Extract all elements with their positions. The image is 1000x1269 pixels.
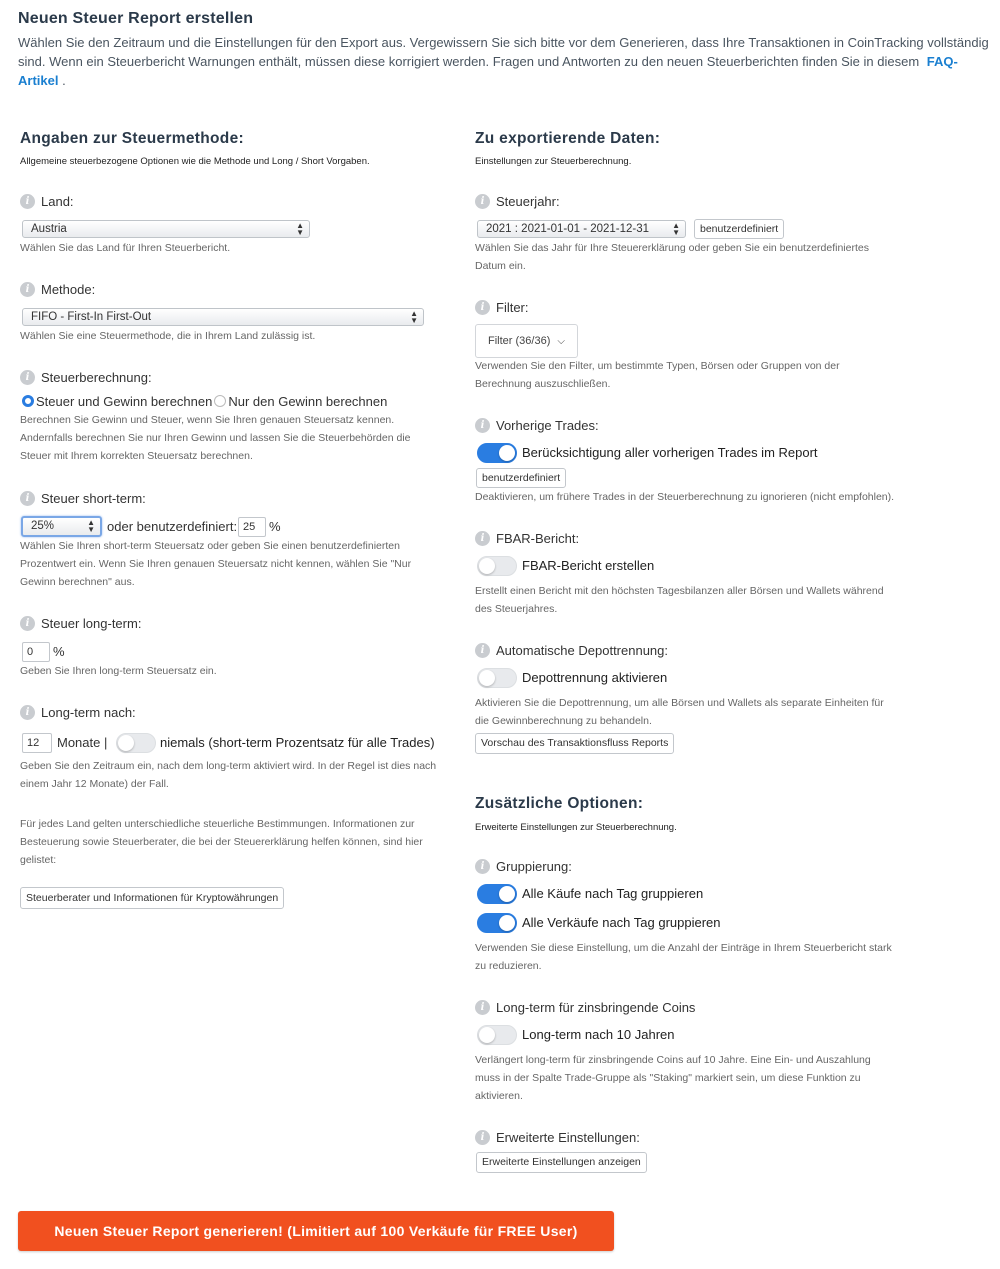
depot-toggle[interactable]: [477, 668, 517, 688]
tax-method-title: Angaben zur Steuermethode:: [20, 130, 244, 147]
tax-calc-options: [22, 394, 387, 409]
tax-method-subtitle: Allgemeine steuerbezogene Optionen wie die Methode und Long / Short Vorgaben.: [20, 156, 370, 167]
fbar-label: FBAR-Bericht:: [496, 531, 580, 546]
long-term-input[interactable]: 0: [22, 642, 50, 662]
long-term-label: Steuer long-term:: [41, 616, 142, 631]
interest-coins-toggle-label: Long-term nach 10 Jahren: [522, 1027, 675, 1042]
depot-help: Aktivieren Sie die Depottrennung, um alle Börsen und Wallets als separate Einheiten für die Gewinnberechnung zu behandeln.: [475, 697, 884, 727]
short-term-custom-label: oder benutzerdefiniert:: [107, 519, 238, 534]
advanced-label-row: [475, 1130, 640, 1145]
short-term-custom-input[interactable]: 25: [238, 517, 266, 537]
previous-trades-help: Deaktivieren, um frühere Trades in der Steuerberechnung zu ignorieren (nicht empfohlen).: [475, 491, 895, 503]
toggle-knob: [499, 915, 515, 931]
tax-year-custom-button[interactable]: benutzerdefiniert: [694, 219, 784, 239]
info-icon[interactable]: i: [20, 491, 35, 506]
group-buys-toggle[interactable]: [477, 884, 517, 904]
fbar-label-row: [475, 531, 579, 546]
interest-coins-label-row: [475, 1000, 695, 1015]
radio-profit-only-label[interactable]: Nur den Gewinn berechnen: [228, 394, 388, 409]
radio-tax-and-profit-label[interactable]: Steuer und Gewinn berechnen: [36, 394, 213, 409]
previous-trades-custom-button[interactable]: benutzerdefiniert: [476, 468, 566, 488]
info-icon[interactable]: i: [475, 1000, 490, 1015]
previous-trades-label: Vorherige Trades:: [496, 418, 599, 433]
method-label: Methode:: [41, 282, 96, 297]
long-term-after-label: Long-term nach:: [41, 705, 136, 720]
chevron-down-icon: ⌵: [557, 336, 566, 347]
interest-coins-help: Verlängert long-term für zinsbringende Coins auf 10 Jahre. Eine Ein- und Auszahlung muss in der Spalte Trade-Gruppe als "Staking" markiert sein, um diese Funktion zu aktivieren.: [475, 1054, 871, 1102]
short-term-unit: %: [269, 519, 281, 534]
info-icon[interactable]: i: [475, 418, 490, 433]
group-sells-toggle[interactable]: [477, 913, 517, 933]
advanced-label: Erweiterte Einstellungen:: [496, 1130, 640, 1145]
tax-year-select[interactable]: [477, 220, 686, 238]
method-help: Wählen Sie eine Steuermethode, die in Ihrem Land zulässig ist.: [20, 330, 316, 342]
advanced-settings-button[interactable]: Erweiterte Einstellungen anzeigen: [476, 1152, 647, 1173]
transaction-flow-preview-button[interactable]: Vorschau des Transaktionsfluss Reports: [475, 733, 674, 754]
short-term-select[interactable]: [21, 516, 102, 537]
tax-year-help: Wählen Sie das Jahr für Ihre Steuererklärung oder geben Sie ein benutzerdefiniertes Datum ein.: [475, 242, 869, 272]
filter-button-label: Filter (36/36): [488, 335, 551, 347]
select-arrows-icon: ▲ ▼: [672, 221, 680, 237]
long-term-unit: %: [53, 644, 65, 659]
country-select[interactable]: [22, 220, 310, 238]
info-icon[interactable]: i: [20, 616, 35, 631]
filter-label-row: [475, 300, 529, 315]
grouping-help: Verwenden Sie diese Einstellung, um die Anzahl der Einträge in Ihrem Steuerbericht stark zu reduzieren.: [475, 942, 892, 972]
info-icon[interactable]: i: [20, 194, 35, 209]
short-term-label-row: [20, 491, 146, 506]
toggle-knob: [499, 886, 515, 902]
info-icon[interactable]: i: [475, 643, 490, 658]
select-arrows-icon: ▲ ▼: [296, 221, 304, 237]
export-data-title: Zu exportierende Daten:: [475, 130, 661, 147]
info-icon[interactable]: i: [475, 531, 490, 546]
group-sells-label: Alle Verkäufe nach Tag gruppieren: [522, 915, 721, 930]
fbar-toggle[interactable]: [477, 556, 517, 576]
tax-year-select-value: 2021 : 2021-01-01 - 2021-12-31: [486, 223, 650, 235]
tax-calc-label-row: [20, 370, 152, 385]
toggle-knob: [499, 445, 515, 461]
group-buys-label: Alle Käufe nach Tag gruppieren: [522, 886, 704, 901]
info-icon[interactable]: i: [20, 705, 35, 720]
grouping-label: Gruppierung:: [496, 859, 572, 874]
fbar-toggle-label: FBAR-Bericht erstellen: [522, 558, 655, 573]
country-label-row: [20, 194, 74, 209]
never-long-term-label: niemals (short-term Prozentsatz für alle Trades): [160, 735, 435, 750]
depot-label-row: [475, 643, 668, 658]
export-data-subtitle: Einstellungen zur Steuerberechnung.: [475, 156, 632, 167]
tax-calc-help: Berechnen Sie Gewinn und Steuer, wenn Sie Ihren genauen Steuersatz kennen. Andernfalls berechnen Sie nur Ihren Gewinn und lassen Sie die Steuerbehörden die Steuer mit Ihrem korrekten Steuersatz berechnen.: [20, 414, 411, 462]
select-arrows-icon: ▲ ▼: [410, 309, 418, 325]
toggle-knob: [118, 735, 134, 751]
intro-text: [18, 33, 993, 90]
long-term-label-row: [20, 616, 141, 631]
interest-coins-label: Long-term für zinsbringende Coins: [496, 1000, 696, 1015]
long-term-months-unit: Monate |: [57, 735, 108, 750]
country-info-text: Für jedes Land gelten unterschiedliche steuerliche Bestimmungen. Informationen zur Besteuerung sowie Steuerberater, die bei der Steuererklärung helfen können, sind hier gelistet:: [20, 818, 423, 866]
country-select-value: Austria: [31, 223, 67, 235]
never-long-term-toggle[interactable]: [116, 733, 156, 753]
method-label-row: [20, 282, 95, 297]
method-select[interactable]: [22, 308, 424, 326]
previous-trades-toggle[interactable]: [477, 443, 517, 463]
grouping-label-row: [475, 859, 572, 874]
filter-button[interactable]: [475, 324, 578, 358]
intro-body: Wählen Sie den Zeitraum und die Einstellungen für den Export aus. Vergewissern Sie sich bitte vor dem Generieren, dass Ihre Transaktionen in CoinTracking vollständig sind. Wenn ein Steuerbericht Warnungen enthält, müssen diese korrigiert werden. Fragen und Antworten zu den neuen Steuerberichten finden Sie in diesem: [18, 35, 989, 69]
long-term-after-label-row: [20, 705, 136, 720]
select-arrows-icon: ▲ ▼: [87, 518, 95, 534]
depot-label: Automatische Depottrennung:: [496, 643, 668, 658]
long-term-months-input[interactable]: 12: [22, 733, 52, 753]
short-term-help: Wählen Sie Ihren short-term Steuersatz oder geben Sie einen benutzerdefinierten Prozentwert ein. Wenn Sie Ihren genauen Steuersatz nicht kennen, wählen Sie "Nur Gewinn berechnen" aus.: [20, 540, 412, 588]
toggle-knob: [479, 670, 495, 686]
radio-tax-and-profit[interactable]: [22, 395, 34, 407]
intro-end: .: [62, 73, 66, 88]
depot-toggle-label: Depottrennung aktivieren: [522, 670, 668, 685]
tax-advisor-button[interactable]: Steuerberater und Informationen für Kryptowährungen: [20, 887, 284, 909]
long-term-help: Geben Sie Ihren long-term Steuersatz ein.: [20, 665, 217, 677]
page-title: Neuen Steuer Report erstellen: [18, 10, 254, 27]
toggle-knob: [479, 1027, 495, 1043]
fbar-help: Erstellt einen Bericht mit den höchsten Tagesbilanzen aller Börsen und Wallets während des Steuerjahres.: [475, 585, 884, 615]
info-icon[interactable]: i: [475, 300, 490, 315]
info-icon[interactable]: i: [475, 194, 490, 209]
previous-trades-toggle-label: Berücksichtigung aller vorherigen Trades im Report: [522, 445, 818, 460]
tax-year-label: Steuerjahr:: [496, 194, 560, 209]
previous-trades-label-row: [475, 418, 599, 433]
short-term-label: Steuer short-term:: [41, 491, 146, 506]
info-icon[interactable]: i: [20, 282, 35, 297]
long-term-after-help: Geben Sie den Zeitraum ein, nach dem long-term aktiviert wird. In der Regel ist dies nach einem Jahr 12 Monate) der Fall.: [20, 760, 437, 790]
info-icon[interactable]: i: [20, 370, 35, 385]
tax-calc-label: Steuerberechnung:: [41, 370, 152, 385]
country-label: Land:: [41, 194, 74, 209]
info-icon[interactable]: i: [475, 1130, 490, 1145]
info-icon[interactable]: i: [475, 859, 490, 874]
faq-link[interactable]: FAQ-Artikel: [18, 54, 958, 88]
country-help: Wählen Sie das Land für Ihren Steuerbericht.: [20, 242, 231, 254]
filter-help: Verwenden Sie den Filter, um bestimmte Typen, Börsen oder Gruppen von der Berechnung auszuschließen.: [475, 360, 840, 390]
interest-coins-toggle[interactable]: [477, 1025, 517, 1045]
radio-profit-only[interactable]: [214, 395, 226, 407]
filter-label: Filter:: [496, 300, 529, 315]
generate-report-button[interactable]: Neuen Steuer Report generieren! (Limitiert auf 100 Verkäufe für FREE User): [18, 1211, 614, 1251]
short-term-select-value: 25%: [31, 520, 55, 532]
extra-options-title: Zusätzliche Optionen:: [475, 795, 644, 812]
toggle-knob: [479, 558, 495, 574]
tax-year-label-row: [475, 194, 560, 209]
method-select-value: FIFO - First-In First-Out: [31, 311, 152, 323]
extra-options-subtitle: Erweiterte Einstellungen zur Steuerberechnung.: [475, 822, 677, 833]
